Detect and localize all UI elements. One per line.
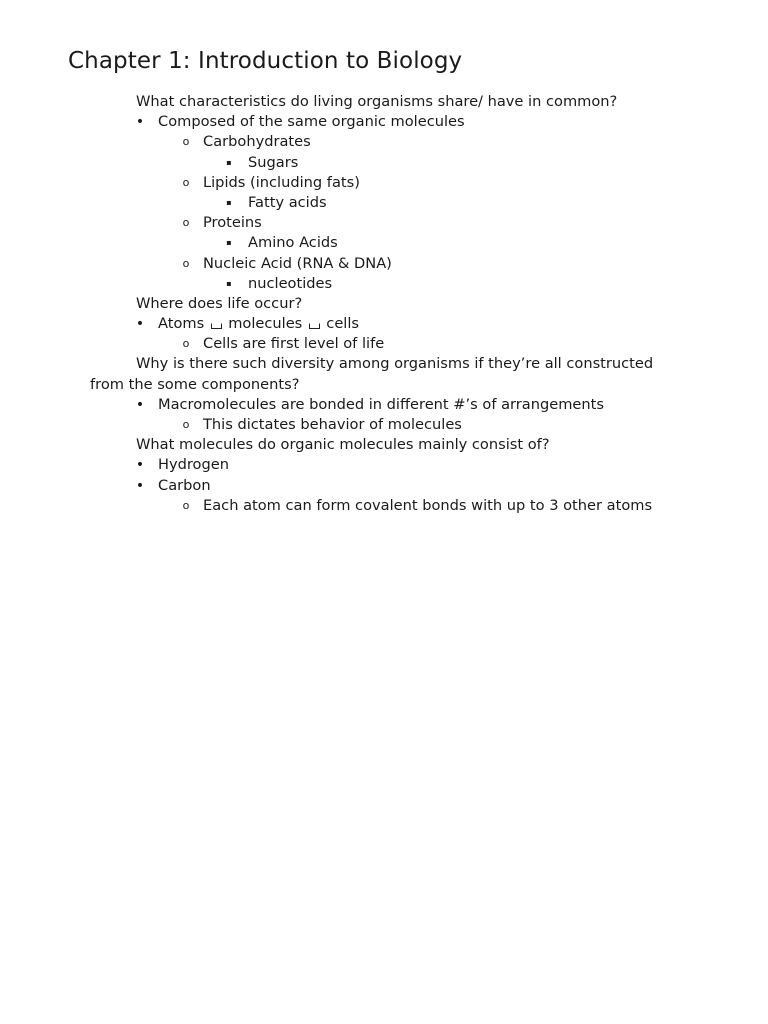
arrow-icon [309, 314, 320, 334]
sub-text: Proteins [203, 214, 262, 232]
sub-text: This dictates behavior of molecules [203, 416, 462, 433]
chain-atoms: Atoms [158, 315, 205, 333]
sub-item [0, 213, 768, 233]
bullet-item [0, 476, 768, 496]
sub-marker: o [182, 135, 190, 149]
arrow-icon [211, 314, 222, 334]
bullet-text: Macromolecules are bonded in different #’s of arrangements [158, 395, 604, 413]
sub-sub-item [0, 274, 768, 294]
bullet-item [0, 395, 768, 415]
bullet-marker: • [135, 316, 145, 333]
sub-marker: o [182, 216, 190, 230]
chain-cells: cells [326, 315, 360, 333]
bullet-marker: • [135, 457, 145, 474]
sub-marker: o [182, 256, 190, 270]
question-text: Why is there such diversity among organisms if they’re all constructed [136, 355, 654, 373]
sub-sub-item [0, 153, 768, 173]
sub-sub-text: Sugars [248, 153, 299, 171]
sub-item [0, 334, 768, 354]
bullet-marker: • [135, 396, 145, 413]
sub-sub-text: nucleotides [248, 274, 333, 292]
question-text: Where does life occur? [136, 294, 303, 312]
bullet-marker: • [135, 114, 145, 131]
bullet-text: Composed of the same organic molecules [158, 113, 465, 131]
sub-sub-item [0, 233, 768, 253]
sub-item [0, 132, 768, 152]
sub-item [0, 254, 768, 274]
sub-sub-text: Fatty acids [248, 193, 327, 211]
sub-sub-item [0, 193, 768, 213]
question-text-wrap: from the some components? [90, 375, 300, 393]
square-marker: ▪ [226, 197, 232, 207]
question-text: What characteristics do living organisms share/ have in common? [136, 93, 618, 110]
sub-marker: o [182, 175, 190, 189]
sub-item [0, 496, 768, 516]
bullet-item [0, 455, 768, 475]
square-marker: ▪ [226, 157, 232, 167]
sub-marker: o [182, 337, 190, 351]
bullet-text: Hydrogen [158, 456, 229, 474]
sub-text: Carbohydrates [203, 133, 311, 151]
question-text: What molecules do organic molecules mainly consist of? [136, 436, 550, 454]
sub-marker: o [182, 498, 190, 512]
notes-body [0, 92, 768, 516]
bullet-text: Carbon [158, 476, 211, 494]
chapter-title: Chapter 1: Introduction to Biology [68, 48, 463, 74]
bullet-item [0, 112, 768, 132]
sub-item [0, 415, 768, 435]
chain-molecules: molecules [228, 315, 303, 333]
bullet-marker: • [135, 477, 145, 494]
sub-text: Cells are first level of life [203, 335, 385, 353]
sub-text: Lipids (including fats) [203, 173, 360, 191]
bullet-item [0, 314, 768, 334]
square-marker: ▪ [226, 278, 232, 288]
sub-text: Nucleic Acid (RNA & DNA) [203, 254, 392, 272]
sub-sub-text: Amino Acids [248, 234, 338, 252]
sub-item [0, 173, 768, 193]
sub-text: Each atom can form covalent bonds with up to 3 other atoms [203, 496, 653, 514]
sub-marker: o [182, 418, 190, 431]
square-marker: ▪ [226, 238, 232, 248]
